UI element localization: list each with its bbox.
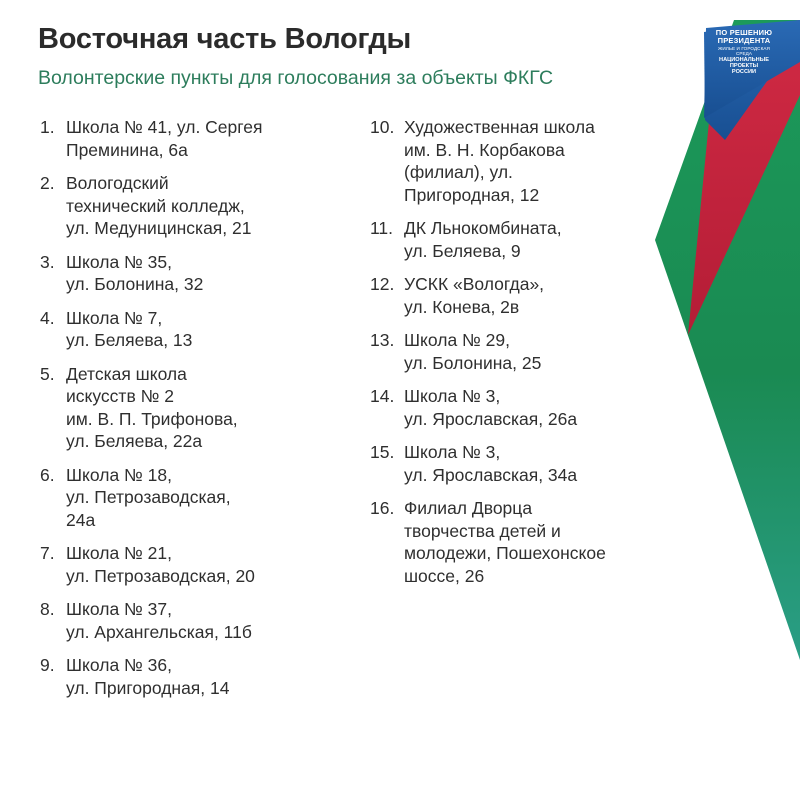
logo-text-line: НАЦИОНАЛЬНЫЕ — [719, 57, 769, 64]
logo-text-line: ПРОЕКТЫ — [729, 63, 759, 70]
list-item — [370, 385, 660, 430]
item-text: Школа № 41, ул. Сергея Преминина, 6а — [66, 117, 263, 160]
item-text: Школа № 18, ул. Петрозаводская, 24а — [66, 464, 231, 530]
item-number: 8. — [40, 599, 55, 619]
list-item — [40, 464, 340, 532]
list-item — [370, 329, 660, 374]
list-item — [40, 598, 340, 643]
list-item — [40, 251, 340, 296]
item-number: 10. — [370, 117, 395, 137]
list-item — [370, 116, 660, 206]
item-text: Детская школа искусств № 2 им. В. П. Трифонова, ул. Беляева, 22а — [66, 363, 238, 451]
list-item — [370, 497, 660, 587]
item-text: Школа № 35, ул. Болонина, 32 — [66, 251, 204, 294]
item-text: Вологодский технический колледж, ул. Медуницинская, 21 — [66, 173, 252, 238]
item-text: Школа № 3, ул. Ярославская, 34а — [404, 442, 578, 485]
item-text: Школа № 37, ул. Архангельская, 11б — [66, 599, 252, 642]
item-number: 13. — [370, 330, 395, 350]
item-text: Школа № 29, ул. Болонина, 25 — [404, 330, 542, 373]
logo-text-line: ПРЕЗИДЕНТА — [717, 35, 771, 45]
item-text: Школа № 7, ул. Беляева, 13 — [66, 307, 193, 350]
item-number: 15. — [370, 442, 395, 462]
item-text: ДК Льнокомбината, ул. Беляева, 9 — [404, 218, 562, 261]
list-item — [40, 542, 340, 587]
list-item — [40, 172, 340, 240]
list-item — [40, 654, 340, 699]
item-number: 11. — [370, 218, 394, 238]
item-number: 7. — [40, 543, 55, 563]
voting-points-list-left — [40, 116, 340, 710]
list-item — [40, 116, 340, 161]
national-projects-logo — [712, 29, 776, 76]
voting-points-list-right — [370, 116, 660, 598]
item-number: 9. — [40, 655, 55, 675]
list-item — [370, 273, 660, 318]
item-number: 16. — [370, 498, 395, 518]
item-text: Филиал Дворца творчества детей и молодежи, Пошехонское шоссе, 26 — [404, 498, 606, 586]
item-text: Школа № 36, ул. Пригородная, 14 — [66, 655, 230, 698]
item-text: УСКК «Вологда», ул. Конева, 2в — [404, 274, 545, 317]
item-text: Художественная школа им. В. Н. Корбакова (филиал), ул. Пригородная, 12 — [404, 117, 595, 205]
item-number: 14. — [370, 386, 395, 406]
item-number: 12. — [370, 274, 395, 294]
item-number: 3. — [40, 251, 55, 272]
list-item — [370, 217, 660, 262]
item-number: 2. — [40, 173, 55, 193]
page-subtitle: Волонтерские пункты для голосования за объекты ФКГС — [38, 67, 554, 89]
list-item — [40, 363, 340, 453]
logo-text-line: РОССИИ — [731, 69, 757, 76]
item-text: Школа № 21, ул. Петрозаводская, 20 — [66, 543, 255, 586]
item-number: 6. — [40, 464, 55, 485]
list-item — [40, 307, 340, 352]
item-number: 5. — [40, 363, 55, 384]
logo-text-line: ЖИЛЬЕ И ГОРОДСКАЯ СРЕДА — [718, 45, 770, 56]
page-title: Восточная часть Вологды — [38, 23, 412, 55]
logo-text-line: ПО РЕШЕНИЮ — [715, 28, 773, 37]
list-item — [370, 441, 660, 486]
item-number: 4. — [40, 307, 55, 328]
item-text: Школа № 3, ул. Ярославская, 26а — [404, 386, 578, 429]
item-number: 1. — [40, 117, 55, 137]
